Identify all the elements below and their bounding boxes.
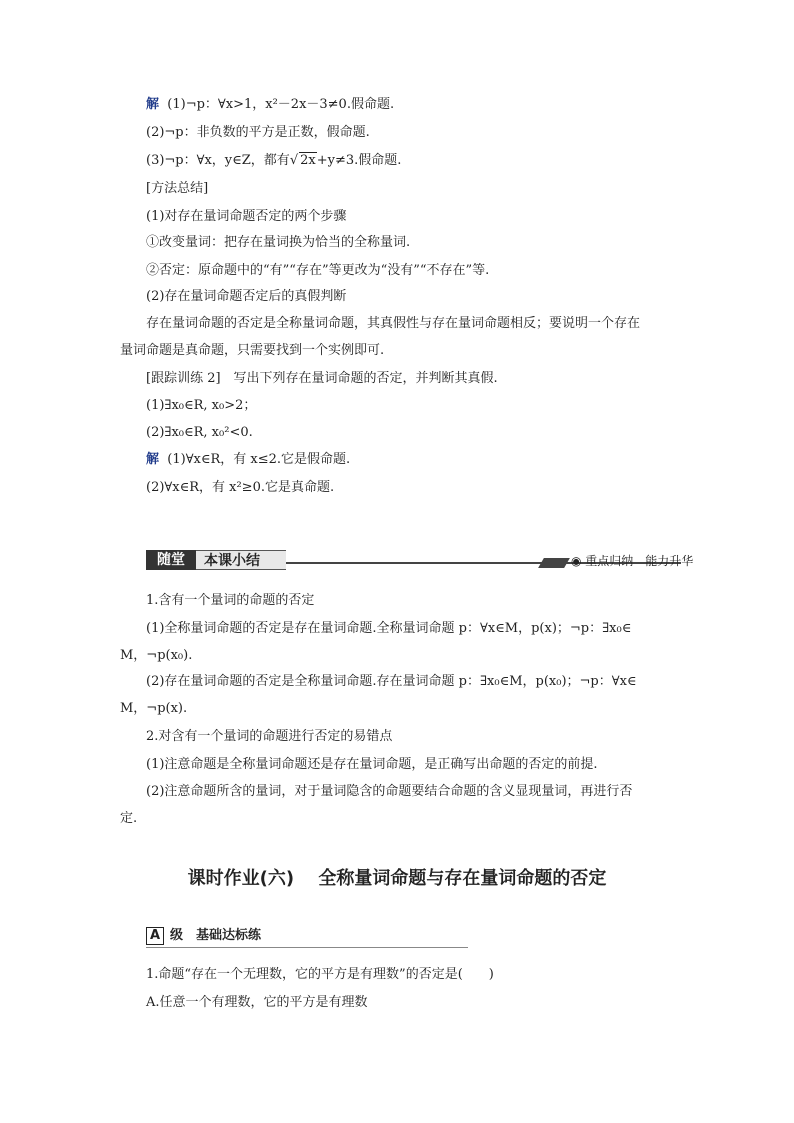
practice-title: [跟踪训练 2] 写出下列存在量词命题的否定，并判断其真假. <box>146 371 498 386</box>
summary-line-3: (1)注意命题是全称量词命题还是存在量词命题，是正确写出命题的否定的前提. <box>146 757 598 772</box>
solution-text-1: (1)¬p：∀x>1，x²－2x－3≠0.假命题. <box>167 97 395 112</box>
summary-heading-2: 2.对含有一个量词的命题进行否定的易错点 <box>146 729 393 744</box>
method-step-1a: ①改变量词：把存在量词换为恰当的全称量词. <box>146 235 411 250</box>
method-step-2: (2)存在量词命题否定后的真假判断 <box>146 289 347 304</box>
summary-heading-1: 1.含有一个量词的命题的否定 <box>146 593 315 608</box>
homework-title: 课时作业(六) 全称量词命题与存在量词命题的否定 <box>187 868 607 889</box>
practice-answer-1-text: (1)∀x∈R，有 x≤2.它是假命题. <box>167 452 351 467</box>
section-tag-suitang: 随堂 <box>146 550 196 570</box>
level-text: 级 基础达标练 <box>170 928 262 943</box>
summary-line-2b: M，¬p(x). <box>120 701 188 716</box>
level-underline <box>146 947 468 948</box>
homework-question-1: 1.命题“存在一个无理数，它的平方是有理数”的否定是( ) <box>146 967 494 982</box>
method-step-1: (1)对存在量词命题否定的两个步骤 <box>146 209 347 224</box>
solution-line-1 <box>146 96 394 114</box>
level-label <box>146 926 261 946</box>
practice-answer-2: (2)∀x∈R，有 x²≥0.它是真命题. <box>146 480 335 495</box>
practice-answer-1 <box>146 451 350 469</box>
method-paragraph-1: 存在量词命题的否定是全称量词命题，其真假性与存在量词命题相反；要说明一个存在 <box>146 316 641 331</box>
practice-question-1: (1)∃x₀∈R, x₀>2； <box>146 398 257 413</box>
solution-line-2: (2)¬p：非负数的平方是正数，假命题. <box>146 125 370 140</box>
section-bar-summary <box>146 548 706 574</box>
section-tag-summary: 本课小结 <box>196 550 286 570</box>
sqrt-radicand: 2x <box>300 153 316 168</box>
section-divider-accent <box>538 558 570 568</box>
homework-option-a: A.任意一个有理数，它的平方是有理数 <box>146 995 368 1010</box>
summary-line-4b: 定. <box>120 811 138 826</box>
solution-label: 解 <box>146 97 160 112</box>
level-letter-box: A <box>146 927 164 945</box>
solution-text-3-suffix: +y≠3.假命题. <box>316 153 402 168</box>
solution-line-3 <box>146 152 401 170</box>
practice-question-2: (2)∃x₀∈R, x₀²<0. <box>146 425 253 440</box>
summary-line-4a: (2)注意命题所含的量词，对于量词隐含的命题要结合命题的含义显现量词，再进行否 <box>146 784 633 799</box>
sqrt-expression: √ 2x <box>289 153 316 168</box>
method-paragraph-2: 量词命题是真命题，只需要找到一个实例即可. <box>120 343 385 358</box>
solution-text-3-prefix: (3)¬p：∀x，y∈Z，都有 <box>146 153 290 168</box>
section-subtitle: ◉ 重点归纳 能力升华 <box>571 554 694 568</box>
method-step-1b: ②否定：原命题中的“有”“存在”等更改为“没有”“不存在”等. <box>146 263 490 278</box>
method-title: [方法总结] <box>146 181 209 196</box>
practice-solution-label: 解 <box>146 452 160 467</box>
summary-line-1b: M，¬p(x₀). <box>120 648 193 663</box>
summary-line-1a: (1)全称量词命题的否定是存在量词命题.全称量词命题 p：∀x∈M，p(x)；¬p：∃x₀∈ <box>146 621 632 636</box>
summary-line-2a: (2)存在量词命题的否定是全称量词命题.存在量词命题 p：∃x₀∈M，p(x₀)；¬p：∀x∈ <box>146 674 637 689</box>
